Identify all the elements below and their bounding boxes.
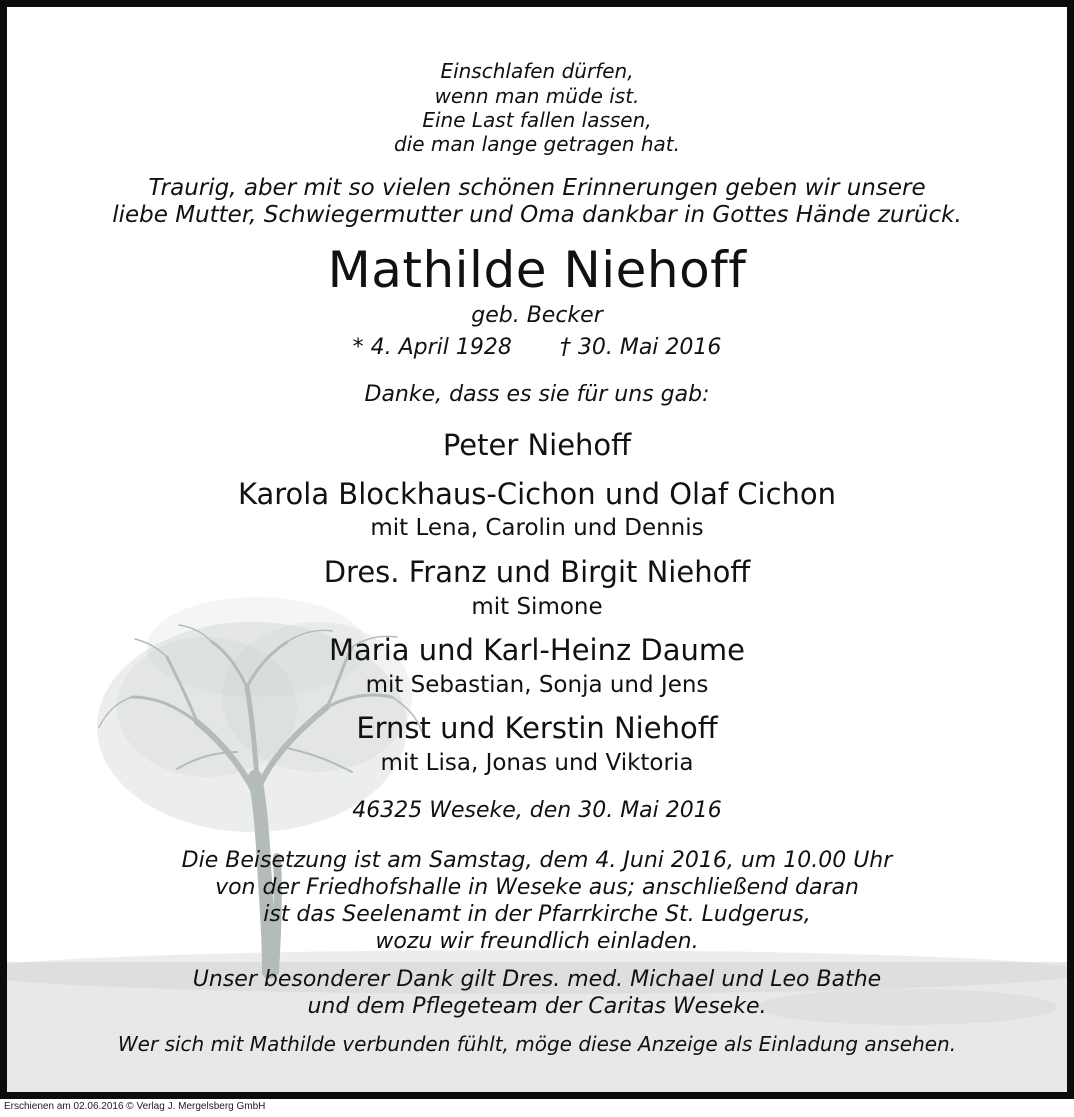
funeral-line-1: Die Beisetzung ist am Samstag, dem 4. Juni 2016, um 10.00 Uhr [181,848,893,873]
mourner-1-name: Peter Niehoff [442,428,632,462]
deceased-name: Mathilde Niehoff [327,241,747,299]
funeral-line-3: ist das Seelenamt in der Pfarrkirche St. Ludgerus, [263,902,811,927]
mourner-3-children: mit Simone [471,594,603,620]
poem-line-3: Eine Last fallen lassen, [422,108,652,132]
publication-credit: Erschienen am 02.06.2016 © Verlag J. Mergelsberg GmbH [4,1101,266,1112]
mourner-5-name: Ernst und Kerstin Niehoff [356,711,718,745]
mourner-3-name: Dres. Franz und Birgit Niehoff [323,555,751,589]
poem-line-2: wenn man müde ist. [434,84,640,108]
place-date: 46325 Weseke, den 30. Mai 2016 [352,798,722,823]
life-dates [7,337,1067,359]
birth-name: geb. Becker [471,303,603,328]
funeral-line-4: wozu wir freundlich einladen. [375,929,699,954]
closing-line: Wer sich mit Mathilde verbunden fühlt, möge diese Anzeige als Einladung ansehen. [117,1032,957,1056]
mourner-5-children: mit Lisa, Jonas und Viktoria [380,750,694,776]
birth-date: * 4. April 1928 [352,335,512,360]
poem-line-4: die man lange getragen hat. [393,132,680,156]
poem-line-1: Einschlafen dürfen, [440,59,634,83]
thanks-line: Danke, dass es sie für uns gab: [364,382,710,407]
mourner-4-name: Maria und Karl-Heinz Daume [329,633,745,667]
death-date: † 30. Mai 2016 [559,335,722,360]
intro-line-1: Traurig, aber mit so vielen schönen Erinnerungen geben wir unsere [148,175,926,201]
gratitude-line-1: Unser besonderer Dank gilt Dres. med. Michael und Leo Bathe [192,967,882,992]
gratitude-line-2: und dem Pflegeteam der Caritas Weseke. [307,994,767,1019]
funeral-line-2: von der Friedhofshalle in Weseke aus; anschließend daran [215,875,859,900]
mourner-4-children: mit Sebastian, Sonja und Jens [365,672,709,698]
mourner-2-children: mit Lena, Carolin und Dennis [370,515,704,541]
mourner-2-name: Karola Blockhaus-Cichon und Olaf Cichon [237,477,837,511]
intro-line-2: liebe Mutter, Schwiegermutter und Oma dankbar in Gottes Hände zurück. [112,202,962,228]
